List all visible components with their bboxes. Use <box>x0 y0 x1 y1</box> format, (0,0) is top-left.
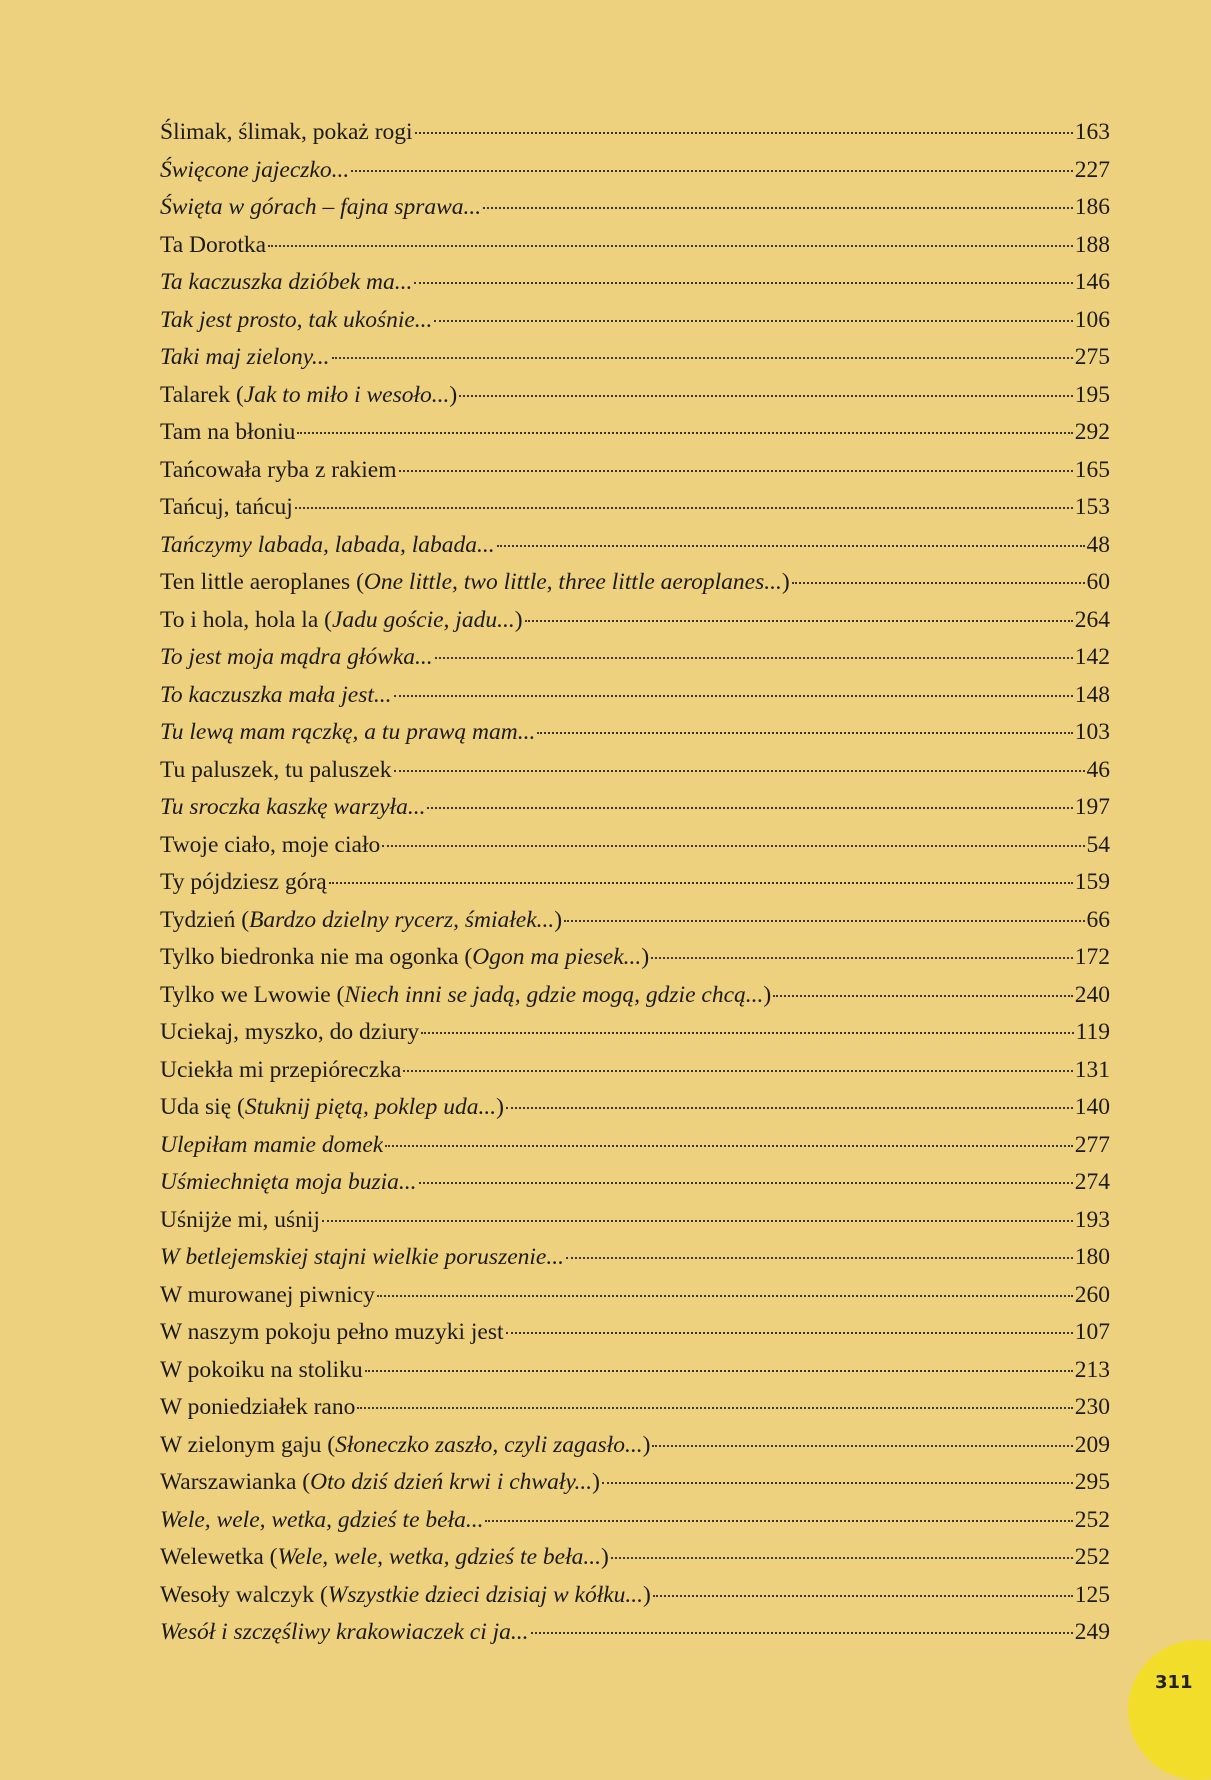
entry-title <box>160 339 330 377</box>
entry-page-number: 227 <box>1074 156 1110 183</box>
entry-title-text: Tańczymy labada, labada, labada... <box>160 531 495 558</box>
entry-title <box>160 602 523 640</box>
index-entry <box>160 527 1110 565</box>
entry-title-text: W betlejemskiej stajni wielkie poruszenie... <box>160 1244 564 1270</box>
entry-page-number: 249 <box>1074 1619 1110 1645</box>
entry-alt-title: Słoneczko zaszło, czyli zagasło... <box>335 1431 643 1458</box>
entry-title <box>160 677 392 715</box>
entry-title-text: W poniedziałek rano <box>160 1394 356 1420</box>
dot-leader <box>525 620 1073 622</box>
entry-title <box>160 564 790 602</box>
entry-title <box>160 189 481 227</box>
entry-page-number: 188 <box>1074 231 1110 258</box>
index-entry <box>160 1614 1110 1652</box>
entry-title-text: Wele, wele, wetka, gdzieś te beła... <box>160 1506 484 1533</box>
index-entry <box>160 864 1110 902</box>
dot-leader <box>419 1182 1073 1184</box>
entry-title <box>160 1389 355 1427</box>
entry-alt-title: Stuknij piętą, poklep uda... <box>244 1094 497 1120</box>
entry-page-number: 165 <box>1074 456 1110 483</box>
index-entry <box>160 452 1110 490</box>
dot-leader <box>485 1520 1072 1522</box>
dot-leader <box>297 432 1072 434</box>
index-entry <box>160 1052 1110 1090</box>
entry-title <box>160 1539 609 1577</box>
entry-page-number: 274 <box>1074 1169 1110 1195</box>
index-entry <box>160 302 1110 340</box>
entry-title <box>160 902 562 940</box>
entry-title <box>160 1352 363 1390</box>
dot-leader <box>435 657 1073 659</box>
index-entry <box>160 1577 1110 1615</box>
dot-leader <box>351 170 1073 172</box>
entry-title <box>160 1127 383 1165</box>
entry-page-number: 103 <box>1074 719 1110 745</box>
entry-title-text: Tańcuj, tańcuj <box>160 494 293 520</box>
index-entry <box>160 639 1110 677</box>
entry-title-text: Tydzień ( <box>160 906 250 933</box>
entry-page-number: 292 <box>1074 419 1110 445</box>
entry-title <box>160 302 432 340</box>
entry-title <box>160 752 392 790</box>
dot-leader <box>385 1145 1073 1147</box>
entry-page-number: 48 <box>1086 531 1110 558</box>
entry-page-number: 172 <box>1074 944 1110 970</box>
index-entry <box>160 1127 1110 1165</box>
index-entry <box>160 1502 1110 1540</box>
dot-leader <box>377 1295 1073 1297</box>
dot-leader <box>651 957 1073 959</box>
entry-page-number: 146 <box>1074 269 1110 295</box>
dot-leader <box>792 582 1085 584</box>
entry-page-number: 197 <box>1074 794 1110 820</box>
entry-page-number: 148 <box>1074 681 1110 708</box>
entry-title-text: Święcone jajeczko... <box>160 156 350 183</box>
entry-title <box>160 1614 529 1652</box>
entry-title-text: Tylko we Lwowie ( <box>160 981 345 1008</box>
entry-title <box>160 1577 651 1615</box>
entry-page-number: 106 <box>1074 306 1110 333</box>
dot-leader <box>506 1332 1073 1334</box>
entry-title-text: Wesół i szczęśliwy krakowiaczek ci ja... <box>160 1619 529 1645</box>
entry-page-number: 60 <box>1086 569 1110 595</box>
entry-title-text: Welewetka ( <box>160 1544 278 1570</box>
entry-title-text: Uśnijże mi, uśnij <box>160 1206 320 1233</box>
index-entry <box>160 1089 1110 1127</box>
index-entry <box>160 339 1110 377</box>
entry-page-number: 125 <box>1074 1581 1110 1608</box>
entry-title-close: ) <box>641 944 650 970</box>
index-entry <box>160 1389 1110 1427</box>
dot-leader <box>566 1257 1073 1259</box>
entry-title-text: Uciekaj, myszko, do dziury <box>160 1019 420 1045</box>
dot-leader <box>332 357 1073 359</box>
entry-title-text: Tak jest prosto, tak ukośnie... <box>160 306 433 333</box>
entry-title <box>160 452 397 490</box>
dot-leader <box>421 1032 1074 1034</box>
entry-title-close: ) <box>449 381 458 408</box>
entry-page-number: 230 <box>1074 1394 1110 1420</box>
dot-leader <box>497 545 1085 547</box>
entry-title <box>160 639 433 677</box>
entry-alt-title: Jadu goście, jadu... <box>331 606 515 633</box>
entry-title-text: To kaczuszka mała jest... <box>160 681 392 708</box>
entry-title-text: W murowanej piwnicy <box>160 1281 375 1308</box>
page-number: 311 <box>1155 1672 1193 1693</box>
index-entry <box>160 1277 1110 1315</box>
dot-leader <box>427 807 1072 809</box>
dot-leader <box>531 1632 1073 1634</box>
entry-page-number: 193 <box>1074 1206 1110 1233</box>
entry-title <box>160 864 327 902</box>
index-entry <box>160 977 1110 1015</box>
dot-leader <box>414 282 1072 284</box>
entry-page-number: 159 <box>1074 869 1110 895</box>
entry-title-close: ) <box>514 606 523 633</box>
index-entry <box>160 1314 1110 1352</box>
dot-leader <box>564 920 1084 922</box>
dot-leader <box>611 1557 1073 1559</box>
index-entry <box>160 489 1110 527</box>
index-entry <box>160 939 1110 977</box>
entry-title <box>160 377 457 415</box>
page-number-badge <box>1128 1640 1211 1780</box>
entry-title <box>160 1464 600 1502</box>
entry-title-text: To jest moja mądra główka... <box>160 644 433 670</box>
entry-title <box>160 977 771 1015</box>
dot-leader <box>322 1220 1073 1222</box>
dot-leader <box>434 320 1072 322</box>
entry-title-text: Warszawianka ( <box>160 1469 311 1495</box>
entry-page-number: 107 <box>1074 1319 1110 1345</box>
entry-title-text: Tu paluszek, tu paluszek <box>160 756 392 783</box>
entry-page-number: 46 <box>1086 756 1110 783</box>
song-index-list <box>160 114 1110 1652</box>
index-entry <box>160 602 1110 640</box>
entry-page-number: 66 <box>1086 906 1110 933</box>
entry-title-close: ) <box>496 1094 504 1120</box>
entry-title-text: Ta kaczuszka dzióbek ma... <box>160 269 413 295</box>
entry-title-text: To i hola, hola la ( <box>160 606 332 633</box>
entry-page-number: 180 <box>1074 1244 1110 1270</box>
entry-title-text: Uśmiechnięta moja buzia... <box>160 1169 417 1195</box>
index-entry <box>160 1539 1110 1577</box>
entry-page-number: 260 <box>1074 1281 1110 1308</box>
entry-title-close: ) <box>600 1544 609 1570</box>
index-entry <box>160 1464 1110 1502</box>
index-entry <box>160 564 1110 602</box>
index-entry <box>160 1014 1110 1052</box>
entry-alt-title: Ogon ma piesek... <box>472 944 642 970</box>
entry-title <box>160 1202 320 1240</box>
index-entry <box>160 827 1110 865</box>
entry-title <box>160 227 266 265</box>
entry-title-text: Uda się ( <box>160 1094 245 1120</box>
entry-title <box>160 152 349 190</box>
entry-page-number: 209 <box>1074 1431 1110 1458</box>
index-entry <box>160 264 1110 302</box>
index-entry <box>160 1164 1110 1202</box>
entry-alt-title: Oto dziś dzień krwi i chwały... <box>310 1469 593 1495</box>
entry-page-number: 142 <box>1074 644 1110 670</box>
entry-title-text: Ta Dorotka <box>160 231 267 258</box>
index-entry <box>160 189 1110 227</box>
entry-page-number: 252 <box>1074 1506 1110 1533</box>
index-entry <box>160 1202 1110 1240</box>
entry-title <box>160 714 535 752</box>
index-entry <box>160 1239 1110 1277</box>
entry-page-number: 153 <box>1074 494 1110 520</box>
entry-alt-title: Wele, wele, wetka, gdzieś te beła... <box>277 1544 601 1570</box>
entry-title-text: Tam na błoniu <box>160 419 296 445</box>
dot-leader <box>415 132 1073 134</box>
entry-title-text: Tylko biedronka nie ma ogonka ( <box>160 944 473 970</box>
entry-page-number: 195 <box>1074 381 1110 408</box>
entry-page-number: 264 <box>1074 606 1110 633</box>
index-entry <box>160 714 1110 752</box>
entry-page-number: 119 <box>1075 1019 1110 1045</box>
index-entry <box>160 902 1110 940</box>
entry-page-number: 252 <box>1074 1544 1110 1570</box>
dot-leader <box>773 995 1073 997</box>
entry-title <box>160 1014 419 1052</box>
dot-leader <box>403 1070 1072 1072</box>
dot-leader <box>602 1482 1073 1484</box>
index-entry <box>160 1427 1110 1465</box>
dot-leader <box>268 245 1073 247</box>
entry-title <box>160 414 295 452</box>
entry-title-text: Ty pójdziesz górą <box>160 869 327 895</box>
dot-leader <box>382 845 1084 847</box>
entry-title <box>160 1427 650 1465</box>
entry-title-text: Ulepiłam mamie domek <box>160 1131 384 1158</box>
entry-alt-title: Bardzo dzielny rycerz, śmiałek... <box>249 906 555 933</box>
dot-leader <box>329 882 1073 884</box>
entry-title <box>160 827 380 865</box>
entry-title-text: Święta w górach – fajna sprawa... <box>160 194 482 220</box>
dot-leader <box>394 695 1073 697</box>
entry-title-text: W zielonym gaju ( <box>160 1431 336 1458</box>
entry-title-text: Uciekła mi przepióreczka <box>160 1056 402 1083</box>
entry-title <box>160 939 649 977</box>
entry-page-number: 213 <box>1074 1356 1110 1383</box>
entry-title-close: ) <box>642 1431 651 1458</box>
entry-page-number: 163 <box>1074 119 1110 145</box>
entry-title-close: ) <box>781 569 790 595</box>
index-entry <box>160 789 1110 827</box>
entry-title <box>160 114 413 152</box>
dot-leader <box>295 507 1073 509</box>
dot-leader <box>483 207 1073 209</box>
entry-title <box>160 1502 483 1540</box>
entry-title <box>160 264 412 302</box>
index-entry <box>160 377 1110 415</box>
entry-title-close: ) <box>763 981 772 1008</box>
entry-title-text: W naszym pokoju pełno muzyki jest <box>160 1319 504 1345</box>
index-entry <box>160 752 1110 790</box>
entry-page-number: 140 <box>1074 1094 1110 1120</box>
entry-title <box>160 489 293 527</box>
entry-title-text: Twoje ciało, moje ciało <box>160 831 381 858</box>
dot-leader <box>394 770 1085 772</box>
index-entry <box>160 114 1110 152</box>
entry-alt-title: Jak to miło i wesoło... <box>243 381 450 408</box>
entry-title <box>160 1277 375 1315</box>
entry-page-number: 54 <box>1086 831 1110 858</box>
entry-title <box>160 1164 417 1202</box>
entry-alt-title: Niech inni se jadą, gdzie mogą, gdzie chcą... <box>344 981 764 1008</box>
entry-title <box>160 527 495 565</box>
index-entry <box>160 414 1110 452</box>
entry-title-close: ) <box>554 906 563 933</box>
entry-page-number: 240 <box>1074 981 1110 1008</box>
entry-title-text: Tańcowała ryba z rakiem <box>160 456 397 483</box>
dot-leader <box>459 395 1073 397</box>
dot-leader <box>506 1107 1073 1109</box>
index-entry <box>160 1352 1110 1390</box>
entry-title-text: Wesoły walczyk ( <box>160 1581 328 1608</box>
index-entry <box>160 227 1110 265</box>
entry-alt-title: One little, two little, three little aeroplanes... <box>363 569 782 595</box>
entry-title-text: Ślimak, ślimak, pokaż rogi <box>160 119 413 145</box>
entry-alt-title: Wszystkie dzieci dzisiaj w kółku... <box>327 1581 644 1608</box>
entry-title-text: Tu lewą mam rączkę, a tu prawą mam... <box>160 719 536 745</box>
dot-leader <box>652 1445 1072 1447</box>
entry-title-text: Ten little aeroplanes ( <box>160 569 364 595</box>
entry-title-close: ) <box>592 1469 600 1495</box>
entry-page-number: 275 <box>1074 344 1110 370</box>
index-entry <box>160 677 1110 715</box>
entry-page-number: 295 <box>1074 1469 1110 1495</box>
entry-page-number: 131 <box>1074 1056 1110 1083</box>
dot-leader <box>357 1407 1072 1409</box>
entry-title-text: Talarek ( <box>160 381 244 408</box>
dot-leader <box>399 470 1073 472</box>
entry-title-close: ) <box>643 1581 651 1608</box>
entry-title-text: W pokoiku na stoliku <box>160 1356 363 1383</box>
entry-title-text: Tu sroczka kaszkę warzyła... <box>160 794 426 820</box>
entry-page-number: 277 <box>1074 1131 1110 1158</box>
dot-leader <box>365 1370 1073 1372</box>
entry-title <box>160 1239 564 1277</box>
dot-leader <box>537 732 1072 734</box>
dot-leader <box>653 1595 1073 1597</box>
entry-title <box>160 1052 401 1090</box>
entry-page-number: 186 <box>1074 194 1110 220</box>
entry-title-text: Taki maj zielony... <box>160 344 330 370</box>
index-entry <box>160 152 1110 190</box>
entry-title <box>160 1089 504 1127</box>
entry-title <box>160 789 425 827</box>
entry-title <box>160 1314 504 1352</box>
